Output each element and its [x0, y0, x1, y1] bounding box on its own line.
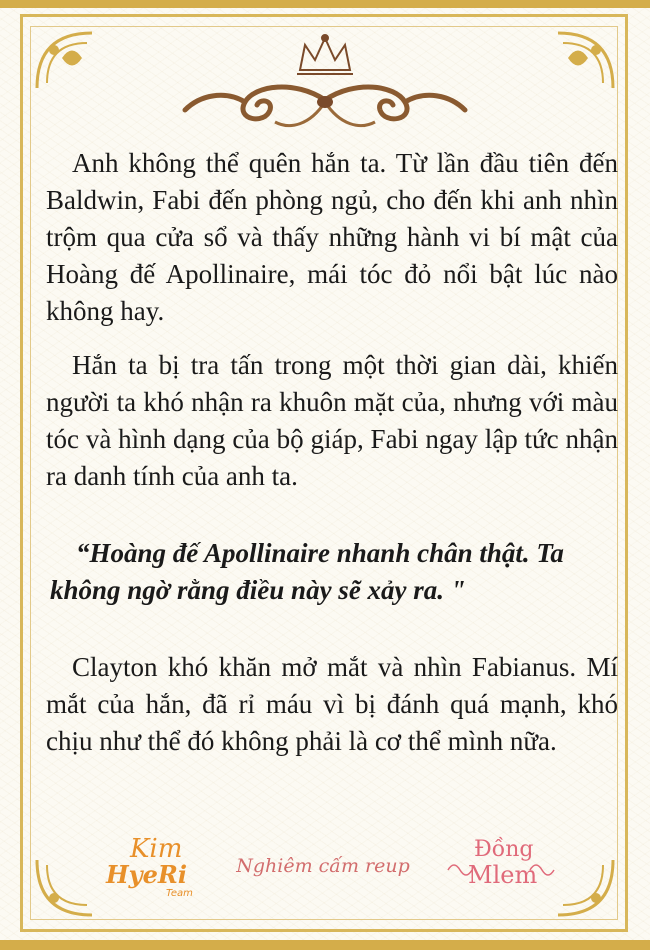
dialogue-quote: “Hoàng đế Apollinaire nhanh chân thật. Ta không ngờ rằng điều này sẽ xảy ra. " — [50, 538, 564, 605]
logo-left-line2: HyeRi — [106, 860, 187, 889]
logo-right-line1: Đồng — [474, 837, 534, 862]
logo-right-line2: Mlem — [468, 861, 538, 889]
bottom-gold-band — [0, 940, 650, 950]
crown-scroll-ornament-icon — [175, 30, 475, 140]
corner-flourish-icon — [32, 850, 102, 920]
kim-hyeri-team-logo — [100, 834, 210, 902]
logo-left-line3: Team — [166, 888, 193, 899]
story-paragraph: Clayton khó khăn mở mắt và nhìn Fabianus. Mí mắt của hắn, đã rỉ máu vì bị đánh quá mạnh, khó chịu như thể đó không phải là cơ thể mình nữa. — [46, 652, 618, 756]
logo-left-line1: Kim — [130, 834, 183, 864]
top-gold-band — [0, 0, 650, 8]
dong-mlem-logo — [440, 835, 560, 899]
heart-swirl-icon — [440, 855, 560, 885]
story-paragraph: Hắn ta bị tra tấn trong một thời gian dài, khiến người ta khó nhận ra khuôn mặt của, nhưng với màu tóc và hình dạng của bộ giáp, Fabi ngay lập tức nhận ra danh tính của anh ta. — [46, 350, 618, 491]
corner-flourish-icon — [32, 28, 102, 98]
story-paragraph: Anh không thể quên hắn ta. Từ lần đầu tiên đến Baldwin, Fabi đến phòng ngủ, cho đến khi anh nhìn trộm qua cửa sổ và thấy những hành vi bí mật của Hoàng đế Apollinaire, mái tóc đỏ nổi bật lúc nào không hay. — [46, 148, 618, 326]
no-reup-notice: Nghiêm cấm reup — [236, 855, 410, 877]
corner-flourish-icon — [548, 28, 618, 98]
